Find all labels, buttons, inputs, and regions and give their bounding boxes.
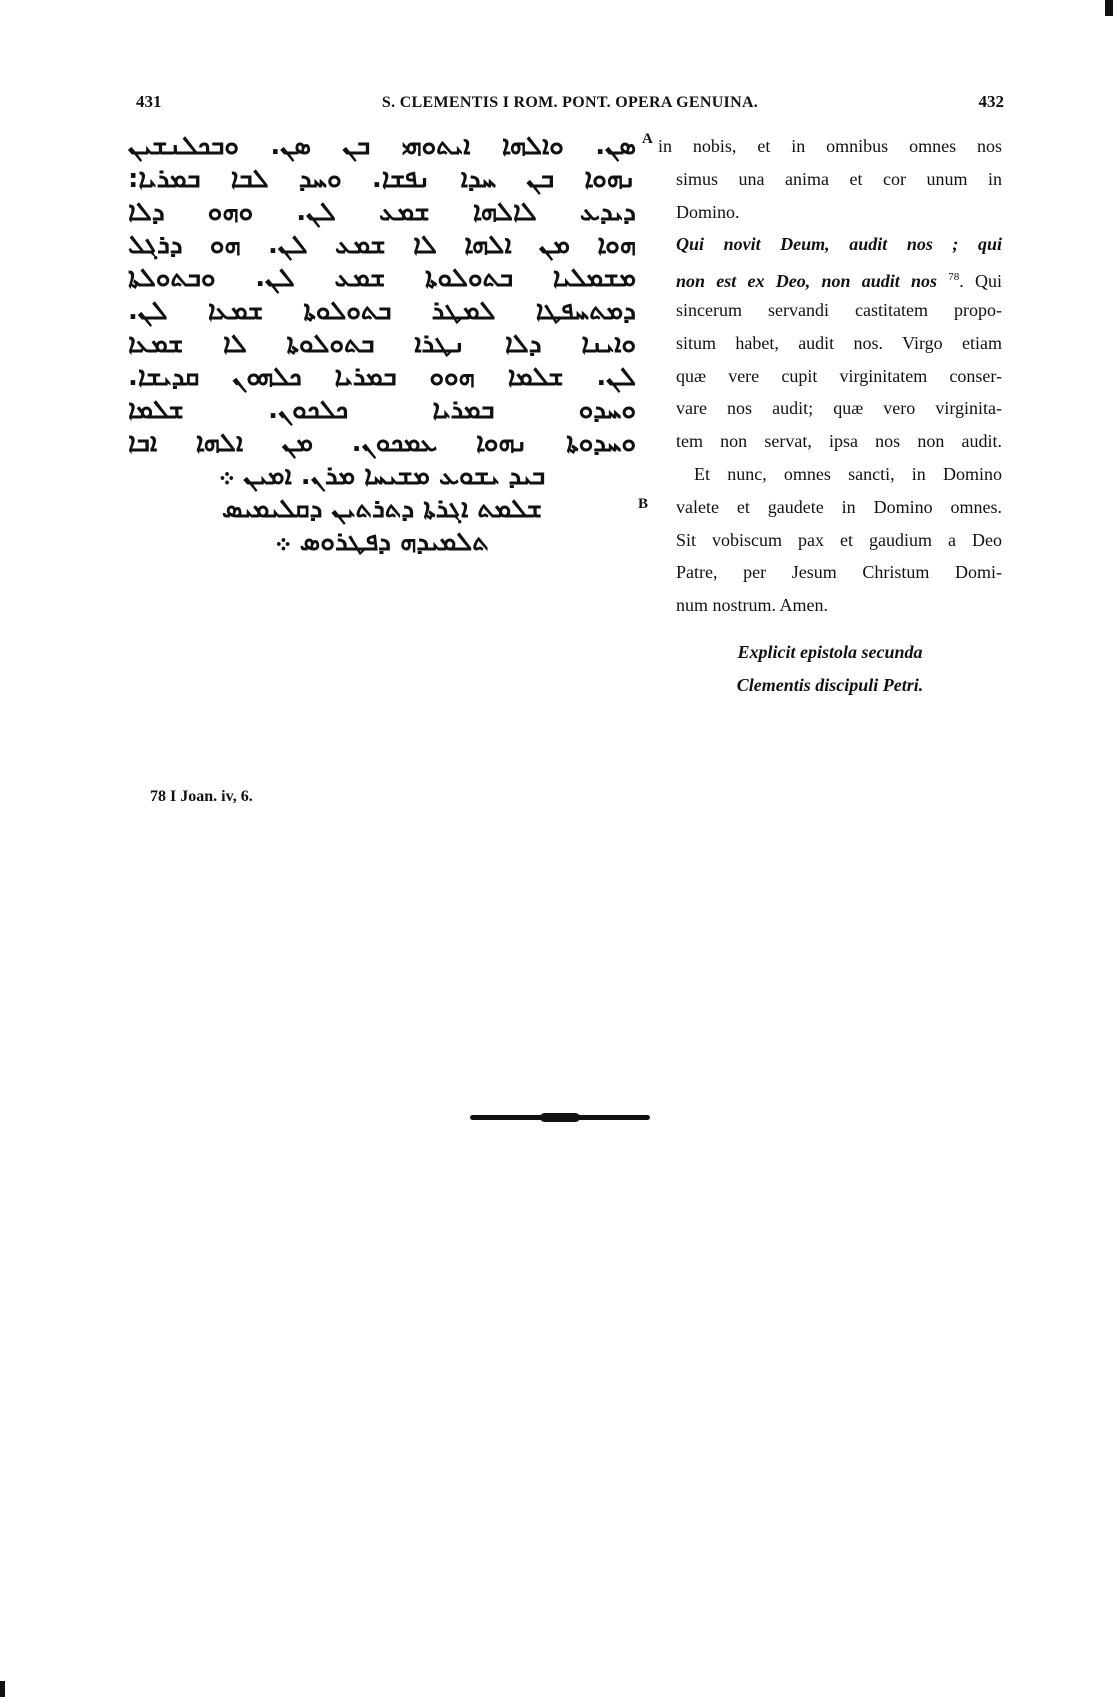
latin-line: quæ vere cupit virginitatem conser-	[676, 365, 1002, 386]
scan-edge-mark	[0, 1681, 5, 1697]
latin-line: situm habet, audit nos. Virgo etiam	[676, 332, 1002, 353]
latin-line: Sit vobiscum pax et gaudium a Deo	[676, 529, 1002, 550]
latin-line: Domino.	[676, 201, 740, 222]
explicit-line-2: Clementis discipuli Petri.	[736, 674, 924, 695]
latin-line: Et nunc, omnes sancti, in Domino	[694, 463, 1002, 484]
latin-line: num nostrum. Amen.	[676, 595, 828, 616]
ornamental-rule	[470, 1115, 650, 1120]
latin-line: simus una anima et cor unum in	[676, 168, 1002, 189]
latin-line: in nobis, et in omnibus omnes nos	[658, 136, 1002, 156]
latin-line: sincerum servandi castitatem propo-	[676, 299, 1002, 320]
syriac-line: ܘܚܕܘ ܒܡܪܝܐ ܟܠܟܘܢ. ܫܠܡܐ	[128, 395, 636, 425]
latin-italic-text: non est ex Deo, non audit nos	[676, 271, 938, 292]
syriac-line: ܘܚܕܘܬܐ ܢܗܘܐ ܥܡܟܘܢ. ܡܢ ܐܠܗܐ ܐܒܐ	[128, 428, 636, 458]
syriac-line: ܢܗܘܐ ܒܢ ܚܕܐ ܢܦܫܐ. ܘܚܕ ܠܒܐ ܒܡܪܝܐ:	[128, 164, 636, 194]
footnote: 78 I Joan. iv, 6.	[150, 788, 253, 805]
explicit-line-1: Explicit epistola secunda	[737, 641, 923, 662]
left-page-number: 431	[136, 92, 162, 111]
running-title: S. CLEMENTIS I ROM. PONT. OPERA GENUINA.	[381, 94, 759, 111]
syriac-line: ܕܡܬܚܦܛܐ ܠܡܛܪ ܒܬܘܠܘܬܐ ܫܡܥܐ ܠܢ.	[128, 296, 636, 326]
latin-line: Qui novit Deum, audit nos ; qui	[676, 234, 1002, 255]
syriac-line: ܠܢ. ܫܠܡܐ ܗܘܘ ܒܡܪܝܐ ܟܠܗܘܢ ܩܕܝܫܐ.	[128, 362, 636, 392]
latin-line: vare nos audit; quæ vero virginita-	[676, 398, 1002, 419]
syriac-line: ܬܠܡܝܕܗ ܕܦܛܪܘܣ ܀	[275, 527, 489, 557]
syriac-line: ܫܠܡܬ ܐܓܪܬܐ ܕܬܪܬܝܢ ܕܩܠܝܡܝܣ	[221, 494, 543, 524]
margin-letter-b: B	[638, 496, 649, 512]
syriac-line: ܘܐܝܢܐ ܕܠܐ ܢܛܪܐ ܒܬܘܠܘܬܐ ܠܐ ܫܡܥܐ	[128, 329, 636, 359]
latin-line: Patre, per Jesum Christum Domi-	[676, 562, 1002, 583]
latin-text: . Qui	[959, 271, 1002, 292]
latin-line: valete et gaudete in Domino omnes.	[676, 496, 1002, 517]
spacer	[658, 622, 1002, 636]
latin-line: tem non servat, ipsa nos non audit.	[676, 431, 1002, 452]
syriac-line: ܕܝܕܥ ܠܐܠܗܐ ܫܡܥ ܠܢ. ܘܗܘ ܕܠܐ	[128, 197, 636, 227]
scan-edge-mark	[1105, 0, 1113, 16]
syriac-line: ܡܫܡܠܝܐ ܒܬܘܠܘܬܐ ܫܡܥ ܠܢ. ܘܒܬܘܠܬܐ	[128, 263, 636, 293]
syriac-line: ܣܢ. ܘܐܠܗܐ ܐܝܬܘܗܝ ܒܢ ܣܢ. ܘܒܟܠܢܫܝܢ	[128, 131, 636, 161]
margin-letter-a: A	[642, 131, 653, 147]
latin-line	[658, 261, 1002, 294]
latin-text-column	[658, 130, 1002, 702]
footnote-ref: 78	[948, 271, 960, 284]
syriac-text-column	[128, 130, 636, 559]
syriac-line: ܗܘܐ ܡܢ ܐܠܗܐ ܠܐ ܫܡܥ ܠܢ. ܗܘ ܕܪܓܠ	[128, 230, 636, 260]
syriac-line: ܒܝܕ ܝܫܘܥ ܡܫܝܚܐ ܡܪܢ. ܐܡܝܢ ܀	[218, 461, 546, 491]
running-header	[136, 92, 1004, 120]
right-page-number: 432	[978, 92, 1004, 111]
